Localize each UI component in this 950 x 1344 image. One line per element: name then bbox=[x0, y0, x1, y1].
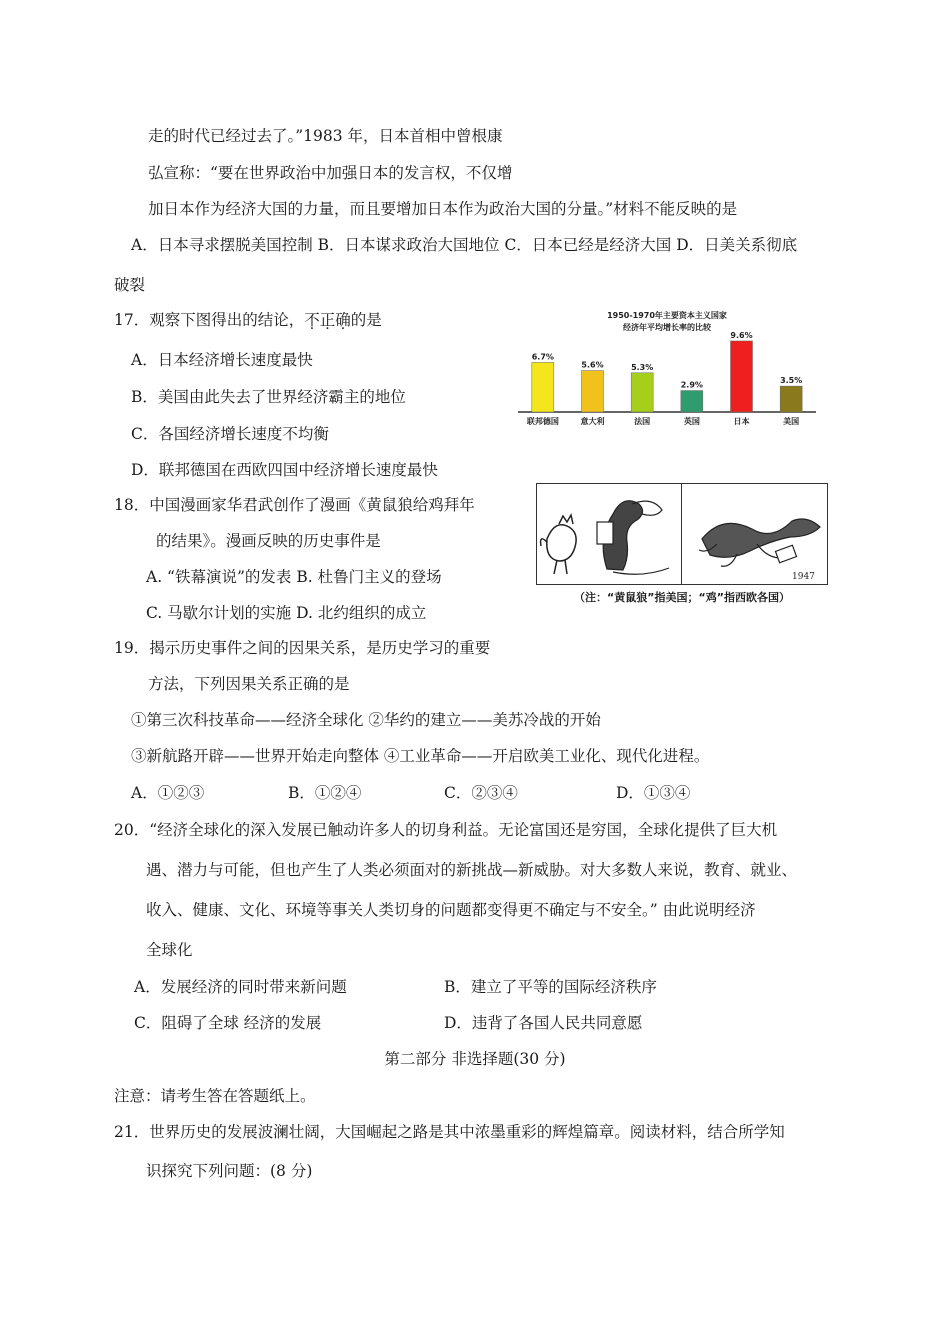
chart-subtitle: 经济年平均增长率的比较 bbox=[623, 323, 711, 332]
growth-rate-chart bbox=[512, 300, 822, 430]
q19-option-a: A．①②③ bbox=[131, 784, 205, 802]
q18-stem2: 的结果》。漫画反映的历史事件是 bbox=[156, 532, 381, 550]
q18-stem1: 18．中国漫画家华君武创作了漫画《黄鼠狼给鸡拜年 bbox=[114, 496, 475, 514]
q18-options-ab: A. “铁幕演说”的发表 B. 杜鲁门主义的登场 bbox=[146, 568, 442, 586]
bar bbox=[532, 362, 554, 412]
category-label: 意大利 bbox=[580, 417, 605, 426]
q21-line1: 21．世界历史的发展波澜壮阔，大国崛起之路是其中浓墨重彩的辉煌篇章。阅读材料，结合所学知 bbox=[114, 1123, 785, 1141]
q19-option-d: D．①③④ bbox=[616, 784, 691, 802]
q19-items-34: ③新航路开辟——世界开始走向整体 ④工业革命——开启欧美工业化、现代化进程。 bbox=[131, 747, 710, 765]
q20-option-d: D．违背了各国人民共同意愿 bbox=[444, 1014, 643, 1032]
bar bbox=[681, 391, 703, 412]
bar bbox=[631, 373, 653, 412]
category-label: 美国 bbox=[783, 417, 800, 426]
chart-plot bbox=[512, 300, 822, 430]
q17-option-b: B．美国由此失去了世界经济霸主的地位 bbox=[131, 388, 406, 406]
cartoon-divider bbox=[681, 484, 682, 584]
q17-stem-post: 的是 bbox=[350, 311, 382, 329]
bar bbox=[731, 341, 753, 412]
emphasis-char: 正 bbox=[319, 311, 336, 329]
bar-value-label: 9.6% bbox=[730, 330, 753, 340]
weasel-figure bbox=[597, 501, 669, 575]
cartoon-drawing bbox=[537, 484, 827, 584]
q20-option-b: B．建立了平等的国际经济秩序 bbox=[444, 978, 657, 996]
bar bbox=[582, 371, 604, 412]
q19-option-b: B．①②④ bbox=[288, 784, 362, 802]
q19-option-c: C．②③④ bbox=[444, 784, 518, 802]
cartoon-image bbox=[536, 483, 828, 585]
q17-stem bbox=[114, 310, 382, 330]
q17-option-d: D．联邦德国在西欧四国中经济增长速度最快 bbox=[131, 461, 438, 479]
bar-value-label: 5.6% bbox=[581, 360, 604, 370]
q16-options-cont: 破裂 bbox=[114, 276, 146, 294]
q20-line2: 遇、潜力与可能，但也产生了人类必须面对的新挑战—新威胁。对大多数人来说，教育、就业、 bbox=[146, 861, 798, 879]
category-label: 日本 bbox=[733, 417, 750, 426]
q19-items-12: ①第三次科技革命——经济全球化 ②华约的建立——美苏冷战的开始 bbox=[131, 711, 601, 729]
q16-options: A．日本寻求摆脱美国控制 B．日本谋求政治大国地位 C．日本已经是经济大国 D．日美关系彻底 bbox=[131, 236, 798, 254]
part-two-title: 第二部分 非选择题(30 分) bbox=[384, 1050, 566, 1068]
fight-figure bbox=[699, 519, 820, 566]
q19-stem1: 19．揭示历史事件之间的因果关系，是历史学习的重要 bbox=[114, 639, 491, 657]
cartoon-year: 1947 bbox=[792, 572, 815, 582]
q20-line1: 20．“经济全球化的深入发展已触动许多人的切身利益。无论富国还是穷国，全球化提供了巨大机 bbox=[114, 821, 778, 839]
category-label: 法国 bbox=[634, 417, 651, 426]
q20-option-c: C．阻碍了全球 经济的发展 bbox=[134, 1014, 322, 1032]
q20-line3: 收入、健康、文化、环境等事关人类切身的问题都变得更不确定与不安全。” 由此说明经济 bbox=[146, 901, 756, 919]
q16-line1: 走的时代已经过去了。”1983 年，日本首相中曾根康 bbox=[148, 127, 503, 145]
bar-value-label: 5.3% bbox=[631, 362, 654, 372]
chart-title: 1950-1970年主要资本主义国家 bbox=[607, 311, 727, 320]
q19-stem2: 方法，下列因果关系正确的是 bbox=[148, 675, 350, 693]
q20-line4: 全球化 bbox=[146, 941, 193, 959]
q16-line2: 弘宣称：“要在世界政治中加强日本的发言权，不仅增 bbox=[148, 164, 513, 182]
q20-option-a: A．发展经济的同时带来新问题 bbox=[134, 978, 347, 996]
q21-line2: 识探究下列问题：(8 分) bbox=[146, 1162, 313, 1180]
bar-value-label: 3.5% bbox=[780, 376, 803, 386]
emphasis-char: 确 bbox=[335, 311, 351, 329]
cartoon-note: （注：“黄鼠狼”指美国；“鸡”指西欧各国） bbox=[574, 591, 790, 604]
q18-options-cd: C. 马歇尔计划的实施 D. 北约组织的成立 bbox=[146, 604, 427, 622]
bar-value-label: 6.7% bbox=[531, 352, 554, 362]
category-label: 英国 bbox=[683, 417, 700, 426]
emphasis-char: 不 bbox=[304, 311, 320, 329]
q17-option-c: C．各国经济增长速度不均衡 bbox=[131, 425, 329, 443]
q17-stem-pre: 17．观察下图得出的结论， bbox=[114, 311, 305, 329]
q17-stem-emphasis bbox=[304, 311, 351, 329]
bar-value-label: 2.9% bbox=[680, 380, 703, 390]
q16-line3: 加日本作为经济大国的力量，而且要增加日本作为政治大国的分量。”材料不能反映的是 bbox=[148, 200, 738, 218]
rooster-figure bbox=[541, 515, 577, 574]
q17-option-a: A．日本经济增长速度最快 bbox=[131, 351, 313, 369]
bar bbox=[780, 386, 802, 412]
category-label: 联邦德国 bbox=[526, 417, 559, 426]
part-two-note: 注意：请考生答在答题纸上。 bbox=[114, 1087, 316, 1105]
